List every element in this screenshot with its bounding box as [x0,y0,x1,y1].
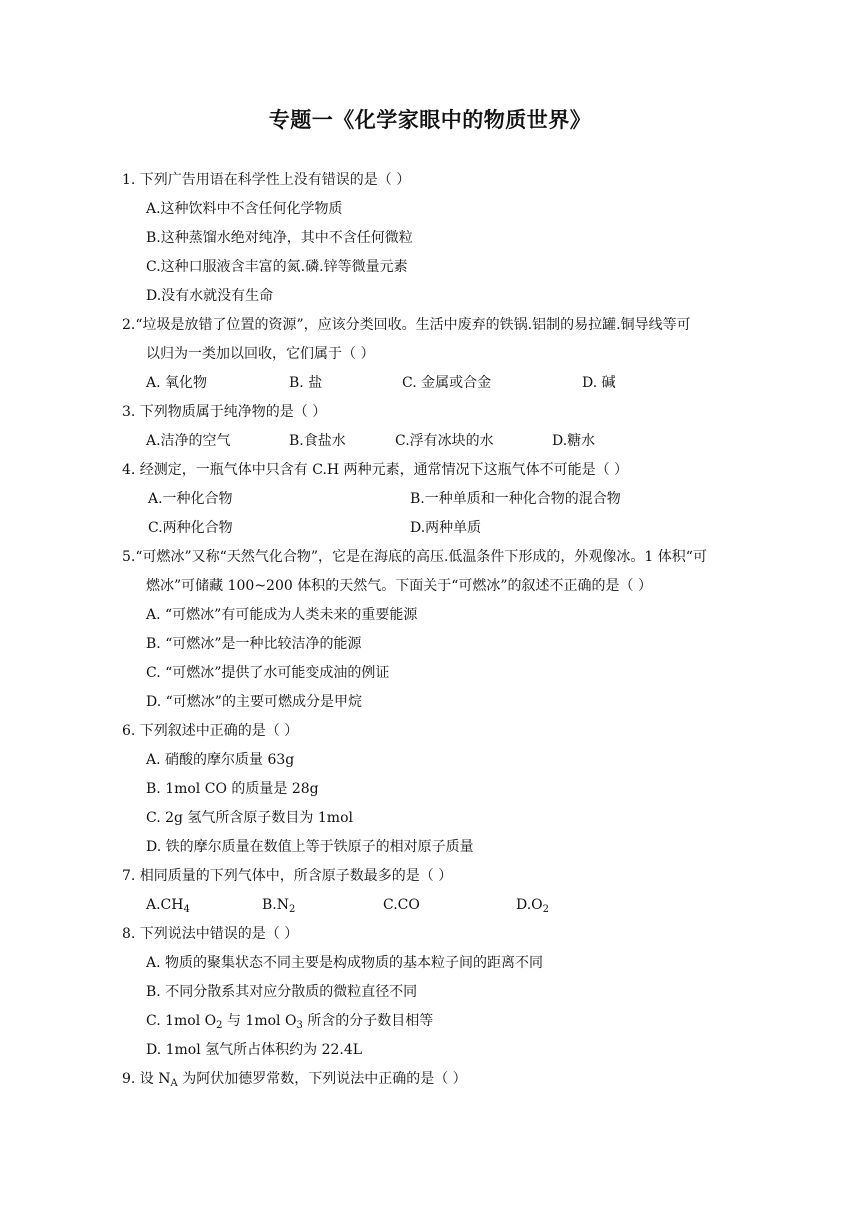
question-8-option-a: A. 物质的聚集状态不同主要是构成物质的基本粒子间的距离不同 [146,955,544,971]
question-2-stem-line-2: 以归为一类加以回收，它们属于（ ） [146,346,375,362]
question-2-option-c: C. 金属或合金 [402,375,492,391]
question-7-option-b: $B.N_2$ [262,897,296,915]
question-5-option-c: C. “可燃冰”提供了水可能变成油的例证 [146,665,390,681]
question-4-stem: 4. 经测定，一瓶气体中只含有 C.H 两种元素，通常情况下这瓶气体不可能是（ ） [122,462,629,478]
question-1-option-b: B.这种蒸馏水绝对纯净，其中不含任何微粒 [146,230,413,246]
question-4-option-c: C.两种化合物 [148,520,233,536]
question-4-option-a: A.一种化合物 [148,491,233,507]
question-1-option-a: A.这种饮料中不含任何化学物质 [146,201,343,217]
question-1-stem: 1. 下列广告用语在科学性上没有错误的是（ ） [122,172,411,188]
question-8-option-c: C. 1mol $O_2$ 与 1mol $O_3$ 所含的分子数目相等 [146,1013,434,1031]
question-2-option-d: D. 碱 [582,375,616,391]
question-3-option-c: C.浮有冰块的水 [395,433,494,449]
question-3-option-a: A.洁净的空气 [146,433,231,449]
question-7-option-c: C.CO [383,897,420,913]
question-8-option-d: D. 1mol 氢气所占体积约为 22.4L [146,1042,363,1058]
question-6-option-c: C. 2g 氢气所含原子数目为 1mol [146,810,353,826]
page-title: 专题一《化学家眼中的物质世界》 [268,107,592,132]
question-2-option-a: A. 氧化物 [146,375,208,391]
question-5-option-a: A. “可燃冰”有可能成为人类未来的重要能源 [146,607,418,623]
question-6-option-d: D. 铁的摩尔质量在数值上等于铁原子的相对原子质量 [146,839,474,855]
question-8-option-b: B. 不同分散系其对应分散质的微粒直径不同 [146,984,418,1000]
question-6-stem: 6. 下列叙述中正确的是（ ） [122,723,299,739]
question-9-stem: 9. 设 $N_A$ 为阿伏加德罗常数，下列说法中正确的是（ ） [122,1071,467,1089]
question-1-option-d: D.没有水就没有生命 [146,288,274,304]
question-4-option-d: D.两种单质 [410,520,482,536]
question-2-option-b: B. 盐 [289,375,323,391]
question-8-stem: 8. 下列说法中错误的是（ ） [122,926,299,942]
question-6-option-b: B. 1mol CO 的质量是 28g [146,781,319,797]
question-7-option-d: $D.O_2$ [516,897,550,915]
question-3-option-d: D.糖水 [552,433,596,449]
question-7-option-a: $A.CH_4$ [146,897,190,915]
question-3-option-b: B.食盐水 [289,433,346,449]
question-5-option-d: D. “可燃冰”的主要可燃成分是甲烷 [146,694,362,710]
question-5-stem-line-2: 燃冰”可储藏 100~200 体积的天然气。下面关于“可燃冰”的叙述不正确的是（ ） [146,578,652,594]
question-4-option-b: B.一种单质和一种化合物的混合物 [410,491,621,507]
question-5-stem-line-1: 5.“可燃冰”又称“天然气化合物”，它是在海底的高压.低温条件下形成的，外观像冰。1 体积“可 [122,549,707,565]
question-7-stem: 7. 相同质量的下列气体中，所含原子数最多的是（ ） [122,868,453,884]
question-6-option-a: A. 硝酸的摩尔质量 63g [146,752,295,768]
question-5-option-b: B. “可燃冰”是一种比较洁净的能源 [146,636,362,652]
question-3-stem: 3. 下列物质属于纯净物的是（ ） [122,404,327,420]
question-1-option-c: C.这种口服液含丰富的氮.磷.锌等微量元素 [146,259,408,275]
question-2-stem-line-1: 2.“垃圾是放错了位置的资源”，应该分类回收。生活中废弃的铁锅.铝制的易拉罐.铜导线等可 [122,317,691,333]
